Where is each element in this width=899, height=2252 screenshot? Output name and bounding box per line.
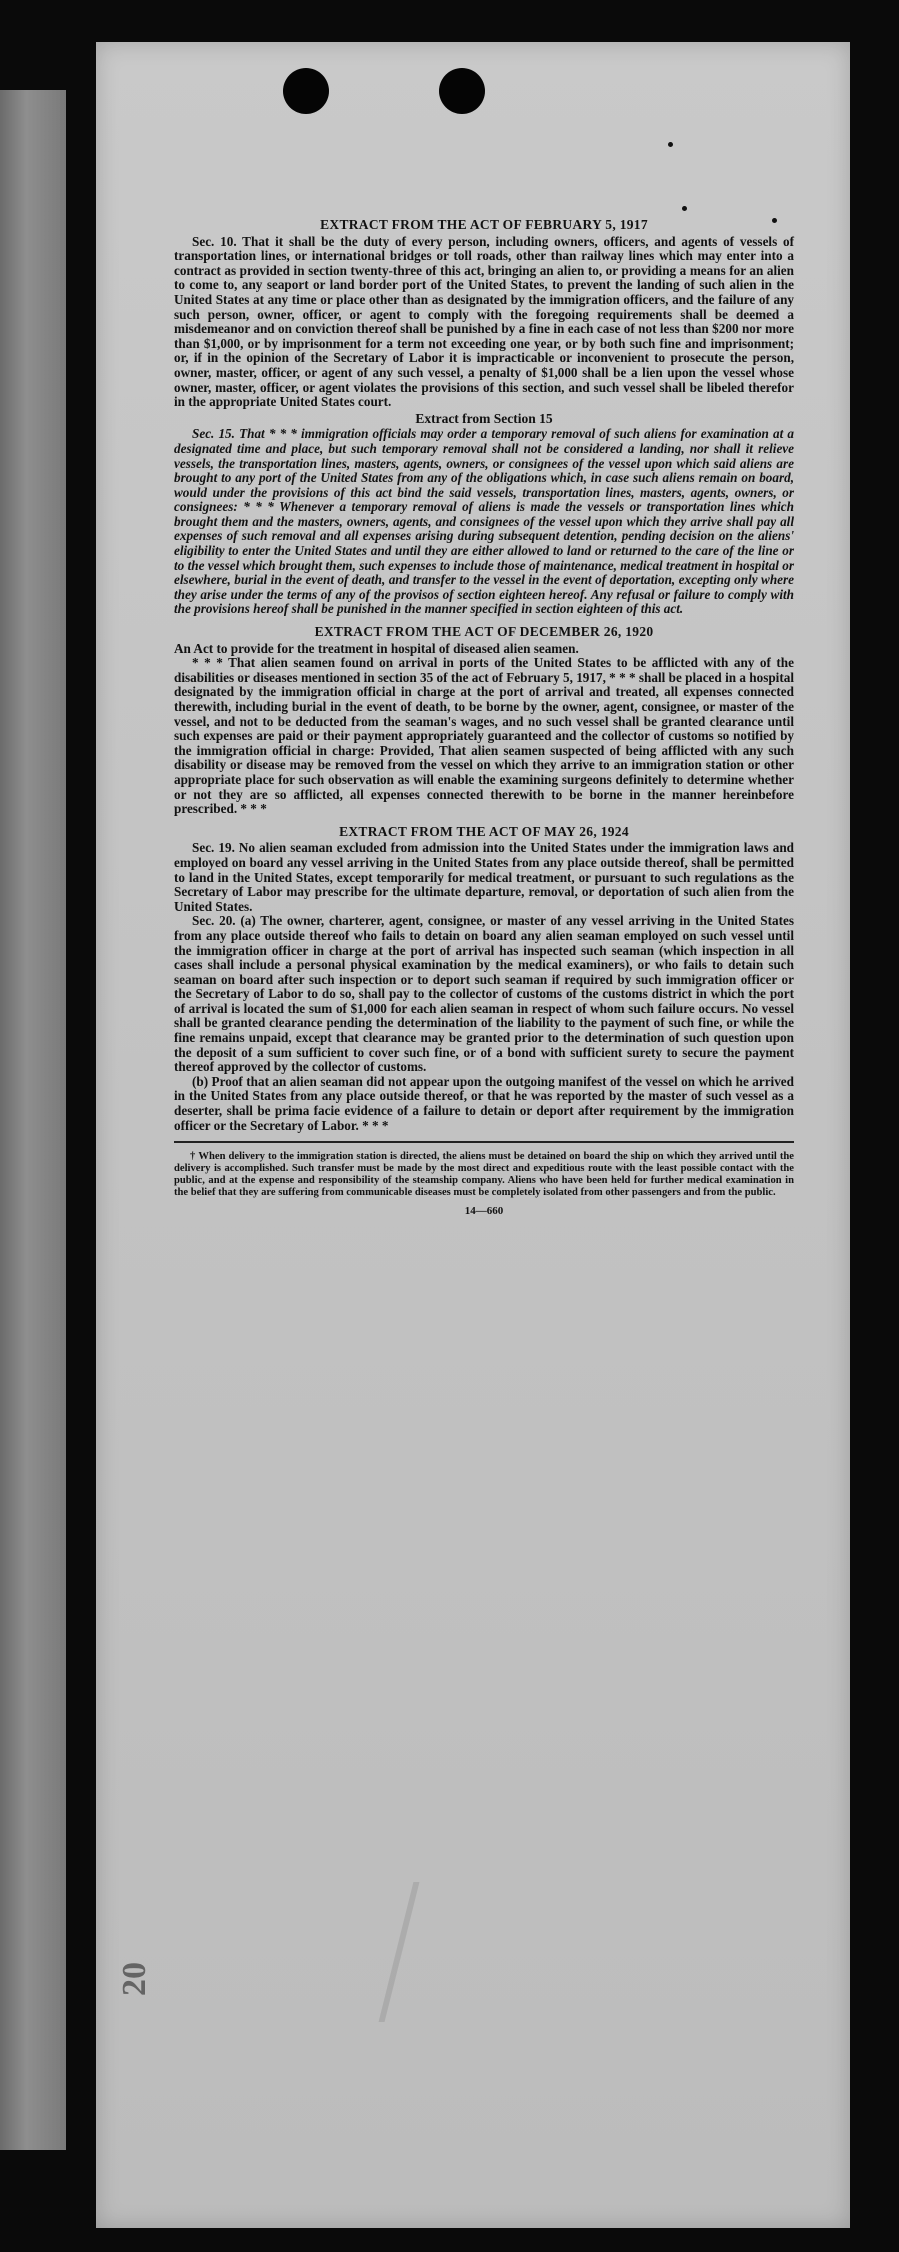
ink-speck bbox=[682, 206, 687, 211]
section-20b-text: (b) Proof that an alien seaman did not appear upon the outgoing manifest of the vessel on which he arrived in the United States from any place outside thereof, or that he was reported by the master of such vessel as a deserter, shall be prima facie evidence of a failure to detain or deport after requirement by the immigration officer or the Secretary of Labor. * * * bbox=[174, 1073, 794, 1133]
heading-act-1917: EXTRACT FROM THE ACT OF FEBRUARY 5, 1917 bbox=[320, 217, 648, 232]
adjacent-page-edge bbox=[0, 90, 66, 2150]
heading-act-1924: EXTRACT FROM THE ACT OF MAY 26, 1924 bbox=[339, 823, 629, 839]
faint-handwriting-mark bbox=[379, 1882, 540, 2022]
footnote-divider bbox=[174, 1141, 794, 1143]
footnote-text: † When delivery to the immigration station is directed, the aliens must be detained on board the ship on which they arrived until the delivery is accomplished. Such transfer must be made by the most direct and expeditious route with the least possible contact with the public, and at the expense and responsibility of the steamship company. Aliens who have been held for further medical examination in the belief that they are suffering from communicable diseases must be completely isolated from other passengers and from the public. bbox=[174, 1151, 794, 1198]
document-page bbox=[96, 42, 850, 2228]
punch-hole-right bbox=[439, 68, 485, 114]
act-1920-body: * * * That alien seamen found on arrival in ports of the United States to be afflicted with any of the disabilities or diseases mentioned in section 35 of the act of February 5, 1917, * * * shall be placed in a hospital designated by the immigration official in charge at the port of arrival and treated, all expenses connected therewith, including burial in the event of death, to be borne by the owner, agent, consignee, or master of the vessel, and not to be deducted from the seaman's wages, and no such vessel shall be granted clearance until such expenses are paid or their payment appropriately guaranteed and the collector of customs so notified by the immigration official in charge: Provided, That alien seamen suspected of being afflicted with any such disability or disease may be removed from the vessel on which they arrive to an immigration station or other appropriate place for such observation as will enable the examining surgeons definitely to determine whether or not they are so afflicted, all expenses connected therewith to be borne in the manner hereinbefore prescribed. * * * bbox=[174, 655, 794, 817]
heading-act-1920: EXTRACT FROM THE ACT OF DECEMBER 26, 1920 bbox=[314, 624, 654, 640]
section-10-text: Sec. 10. That it shall be the duty of every person, including owners, officers, and agents of vessels of transportation lines, or international bridges or toll roads, other than railway lines which may enter into a contract as provided in section twenty-three of this act, bringing an alien to, or providing a means for an alien to come to, any seaport or land border port of the United States, to prevent the landing of such alien in the United States at any time or place other than as designated by the immigration officers, and the failure of any such person, owner, officer, or agent to comply with the foregoing requirements shall be deemed a misdemeanor and on conviction thereof shall be punished by a fine in each case of not less than $200 nor more than $1,000, or by imprisonment for a term not exceeding one year, or by both such fine and imprisonment; or, if in the opinion of the Secretary of Labor it is impracticable or inconvenient to prosecute the person, owner, master, officer, or agent of any such vessel, a penalty of $1,000 shall be a lien upon the vessel whose owner, master, officer, or agent violates the provisions of this section, and such vessel shall be libeled therefor in the appropriate United States court. bbox=[174, 233, 794, 410]
form-number: 14—660 bbox=[464, 1205, 504, 1218]
document-body bbox=[174, 218, 794, 1219]
punch-hole-left bbox=[283, 68, 329, 114]
section-20a-text: Sec. 20. (a) The owner, charterer, agent, consignee, or master of any vessel arriving in the United States from any place outside thereof who fails to detain on board any alien seaman employed on such vessel until the immigration officer in charge at the port of arrival has inspected such seaman (which inspection in all cases shall include a personal physical examination by the medical examiners), or who fails to detain such seaman on board after such inspection or to deport such seaman if required by such immigration officer or the Secretary of Labor to do so, shall pay to the collector of customs of the customs district in which the port of arrival is located the sum of $1,000 for each alien seaman in respect of whom such failure occurs. No vessel shall be granted clearance pending the determination of the liability to the payment of such fine, or while the fine remains unpaid, except that clearance may be granted prior to the determination of such question upon the deposit of a sum sufficient to cover such fine, or of a bond with sufficient surety to secure the payment thereof approved by the collector of customs. bbox=[174, 913, 794, 1075]
margin-stamp: 20 bbox=[116, 1962, 153, 1996]
ink-speck bbox=[668, 142, 673, 147]
subheading-section-15: Extract from Section 15 bbox=[415, 410, 553, 426]
section-15-text: Sec. 15. That * * * immigration officials may order a temporary removal of such aliens for examination at a designated time and place, but such temporary removal shall not be considered a landing, nor shall it relieve vessels, the transportation lines, masters, agents, owners, or consignees of the vessel upon which said aliens are brought to any port of the United States from any of the obligations which, in case such aliens remain on board, would under the provisions of this act bind the said vessels, transportation lines, masters, agents, owners, or consignees: * * * Whenever a temporary removal of aliens is made the vessels or transportation lines which brought them and the masters, owners, agents, and consignees of the vessel upon which they arrive shall pay all expenses of such removal and all expenses arising during subsequent detention, pending decision on the aliens' eligibility to enter the United States and until they are either allowed to land or returned to the care of the line or to the vessel which brought them, such expenses to include those of maintenance, medical treatment in hospital or elsewhere, burial in the event of death, and transfer to the vessel in the event of deportation, excepting only where they arise under the terms of any of the provisos of section eighteen hereof. Any refusal or failure to comply with the provisions hereof shall be punished in the manner specified in section eighteen of this act. bbox=[174, 426, 794, 617]
act-1920-title: An Act to provide for the treatment in hospital of diseased alien seamen. bbox=[174, 640, 579, 656]
section-19-text: Sec. 19. No alien seaman excluded from admission into the United States under the immigration laws and employed on board any vessel arriving in the United States from any place outside thereof, shall be permitted to land in the United States, except temporarily for medical treatment, or pursuant to such regulations as the Secretary of Labor may prescribe for the ultimate departure, removal, or deportation of such alien from the United States. bbox=[174, 840, 794, 914]
